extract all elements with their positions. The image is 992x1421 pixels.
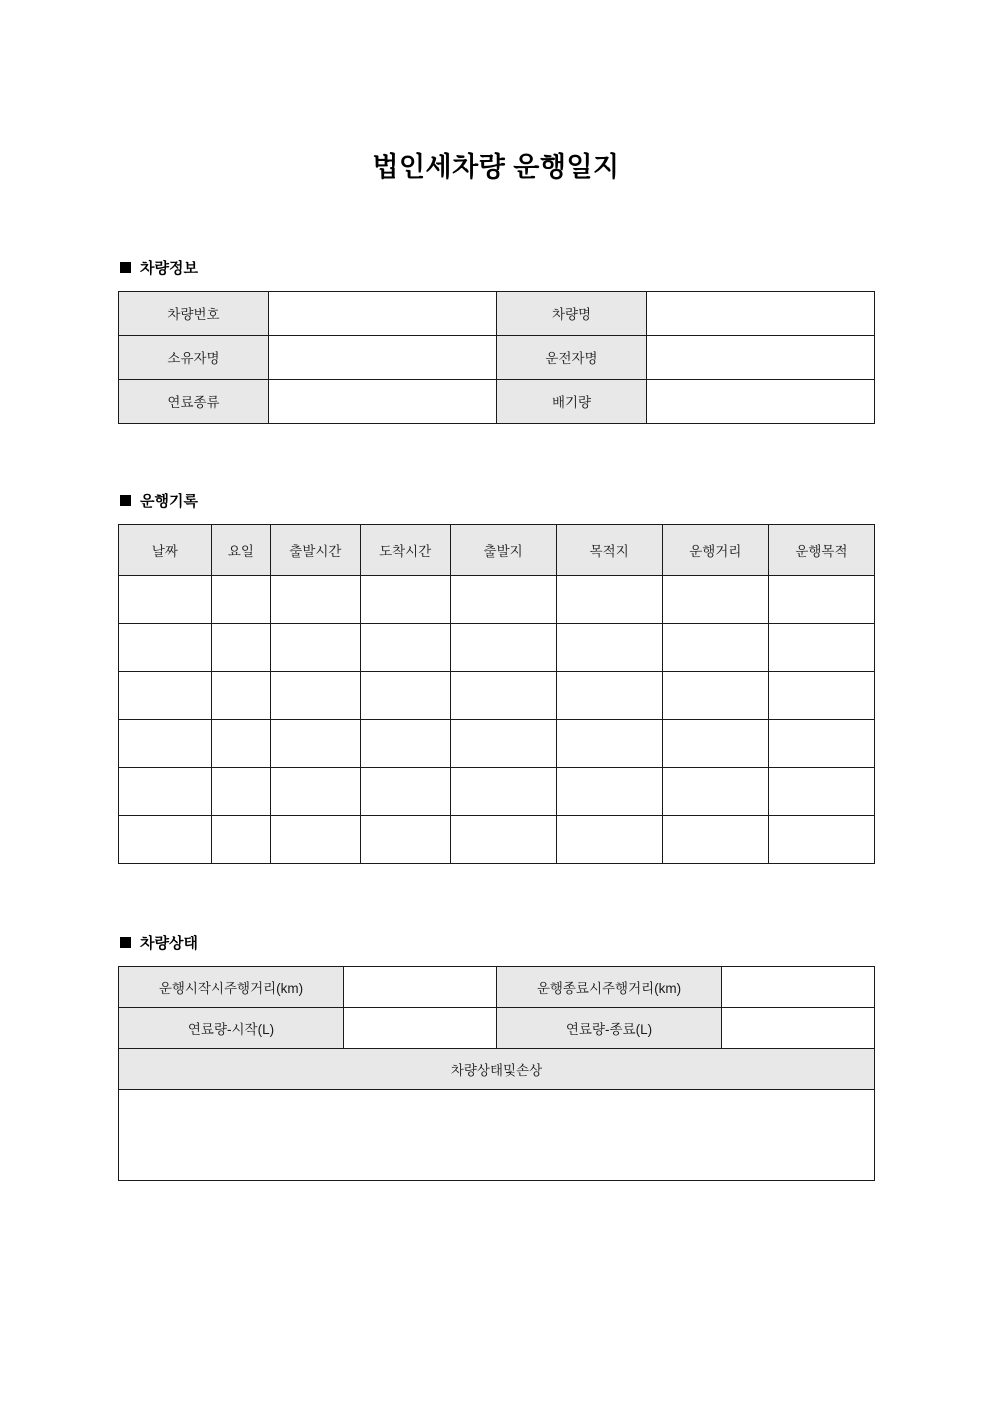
status-field-odometer-end[interactable] (722, 966, 875, 1007)
section-vehicle-info (118, 257, 874, 424)
table-row (119, 335, 875, 379)
cell-arrival-time[interactable] (360, 767, 450, 815)
cell-date[interactable] (119, 767, 212, 815)
cell-purpose[interactable] (768, 815, 874, 863)
column-header-departure-time: 출발시간 (271, 524, 361, 575)
vehicle-info-label-owner-name: 소유자명 (119, 335, 269, 379)
cell-distance[interactable] (662, 767, 768, 815)
status-label-fuel-end: 연료량-종료(L) (497, 1007, 722, 1048)
vehicle-info-field-car-number[interactable] (269, 291, 497, 335)
cell-departure-time[interactable] (271, 767, 361, 815)
status-field-fuel-end[interactable] (722, 1007, 875, 1048)
cell-weekday[interactable] (211, 575, 270, 623)
section-drive-record (118, 490, 874, 864)
status-label-odometer-start: 운행시작시주행거리(km) (119, 966, 344, 1007)
table-row (119, 623, 875, 671)
vehicle-info-field-driver-name[interactable] (647, 335, 875, 379)
cell-origin[interactable] (450, 815, 556, 863)
vehicle-info-field-car-name[interactable] (647, 291, 875, 335)
vehicle-info-table (118, 291, 875, 424)
vehicle-info-label-car-name: 차량명 (497, 291, 647, 335)
cell-distance[interactable] (662, 575, 768, 623)
section-heading-label: 운행기록 (140, 492, 198, 510)
table-header-row (119, 524, 875, 575)
section-heading-label: 차량상태 (140, 934, 198, 952)
vehicle-info-label-displacement: 배기량 (497, 379, 647, 423)
cell-arrival-time[interactable] (360, 719, 450, 767)
column-header-destination: 목적지 (556, 524, 662, 575)
cell-purpose[interactable] (768, 671, 874, 719)
status-field-fuel-start[interactable] (344, 1007, 497, 1048)
cell-purpose[interactable] (768, 575, 874, 623)
cell-destination[interactable] (556, 767, 662, 815)
table-row (119, 719, 875, 767)
column-header-weekday: 요일 (211, 524, 270, 575)
cell-weekday[interactable] (211, 623, 270, 671)
status-field-condition-and-damage-notes[interactable] (119, 1089, 875, 1180)
cell-purpose[interactable] (768, 767, 874, 815)
cell-purpose[interactable] (768, 623, 874, 671)
cell-destination[interactable] (556, 719, 662, 767)
vehicle-info-field-fuel-type[interactable] (269, 379, 497, 423)
cell-date[interactable] (119, 815, 212, 863)
column-header-purpose: 운행목적 (768, 524, 874, 575)
table-row (119, 1048, 875, 1089)
cell-departure-time[interactable] (271, 815, 361, 863)
column-header-arrival-time: 도착시간 (360, 524, 450, 575)
cell-origin[interactable] (450, 623, 556, 671)
table-row (119, 1007, 875, 1048)
filled-square-bullet-icon (120, 495, 131, 506)
vehicle-info-label-driver-name: 운전자명 (497, 335, 647, 379)
status-label-odometer-end: 운행종료시주행거리(km) (497, 966, 722, 1007)
cell-destination[interactable] (556, 815, 662, 863)
drive-record-table (118, 524, 875, 864)
cell-distance[interactable] (662, 671, 768, 719)
page-title: 법인세차량 운행일지 (372, 152, 620, 183)
cell-distance[interactable] (662, 623, 768, 671)
table-row (119, 671, 875, 719)
section-heading-vehicle-info (120, 257, 874, 278)
table-row (119, 575, 875, 623)
status-label-fuel-start: 연료량-시작(L) (119, 1007, 344, 1048)
cell-arrival-time[interactable] (360, 671, 450, 719)
document-page (0, 18, 992, 1421)
cell-arrival-time[interactable] (360, 815, 450, 863)
table-row (119, 379, 875, 423)
cell-origin[interactable] (450, 719, 556, 767)
column-header-distance: 운행거리 (662, 524, 768, 575)
section-heading-drive-record (120, 490, 874, 511)
column-header-origin: 출발지 (450, 524, 556, 575)
cell-weekday[interactable] (211, 671, 270, 719)
cell-date[interactable] (119, 623, 212, 671)
table-row (119, 291, 875, 335)
section-vehicle-status (118, 932, 874, 1181)
cell-arrival-time[interactable] (360, 623, 450, 671)
section-heading-vehicle-status (120, 932, 874, 953)
vehicle-info-label-fuel-type: 연료종류 (119, 379, 269, 423)
cell-origin[interactable] (450, 767, 556, 815)
cell-arrival-time[interactable] (360, 575, 450, 623)
cell-date[interactable] (119, 671, 212, 719)
cell-destination[interactable] (556, 623, 662, 671)
column-header-date: 날짜 (119, 524, 212, 575)
status-label-condition-and-damage: 차량상태및손상 (119, 1048, 875, 1089)
cell-destination[interactable] (556, 671, 662, 719)
vehicle-status-table (118, 966, 875, 1181)
cell-distance[interactable] (662, 815, 768, 863)
status-field-odometer-start[interactable] (344, 966, 497, 1007)
section-heading-label: 차량정보 (140, 259, 198, 277)
vehicle-info-field-owner-name[interactable] (269, 335, 497, 379)
cell-distance[interactable] (662, 719, 768, 767)
cell-date[interactable] (119, 719, 212, 767)
filled-square-bullet-icon (120, 937, 131, 948)
table-row (119, 767, 875, 815)
table-row (119, 815, 875, 863)
cell-departure-time[interactable] (271, 575, 361, 623)
cell-weekday[interactable] (211, 719, 270, 767)
table-row (119, 1089, 875, 1180)
cell-departure-time[interactable] (271, 671, 361, 719)
cell-date[interactable] (119, 575, 212, 623)
cell-origin[interactable] (450, 575, 556, 623)
vehicle-info-label-car-number: 차량번호 (119, 291, 269, 335)
cell-weekday[interactable] (211, 767, 270, 815)
cell-departure-time[interactable] (271, 719, 361, 767)
cell-purpose[interactable] (768, 719, 874, 767)
table-row (119, 966, 875, 1007)
cell-weekday[interactable] (211, 815, 270, 863)
cell-departure-time[interactable] (271, 623, 361, 671)
filled-square-bullet-icon (120, 262, 131, 273)
vehicle-info-field-displacement[interactable] (647, 379, 875, 423)
cell-destination[interactable] (556, 575, 662, 623)
cell-origin[interactable] (450, 671, 556, 719)
